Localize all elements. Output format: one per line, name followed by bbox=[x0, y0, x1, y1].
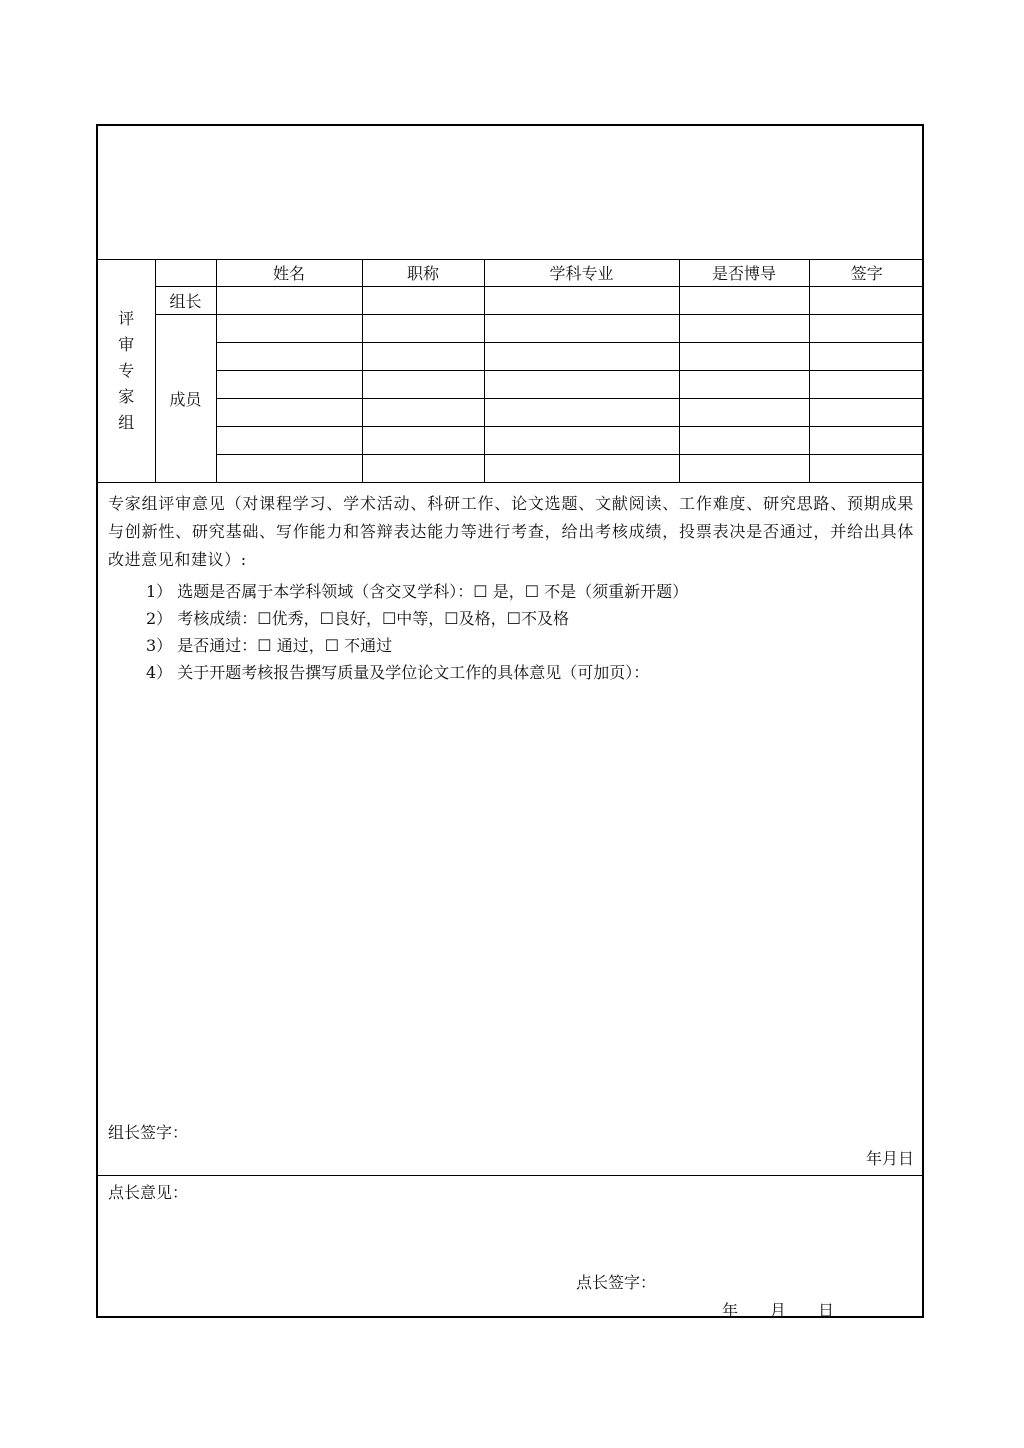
table-cell[interactable] bbox=[362, 287, 484, 315]
expert-opinion-section bbox=[98, 484, 922, 1176]
member-row bbox=[98, 343, 924, 371]
table-cell[interactable] bbox=[679, 427, 809, 455]
table-cell[interactable] bbox=[362, 343, 484, 371]
dean-opinion-section bbox=[98, 1176, 922, 1320]
member-row bbox=[98, 455, 924, 483]
table-cell[interactable] bbox=[679, 315, 809, 343]
table-cell[interactable] bbox=[809, 371, 924, 399]
table-cell[interactable] bbox=[362, 427, 484, 455]
table-cell[interactable] bbox=[809, 287, 924, 315]
column-header-phd-supervisor: 是否博导 bbox=[679, 259, 809, 287]
table-cell[interactable] bbox=[484, 371, 679, 399]
side-char: 专 bbox=[118, 360, 135, 380]
leader-date-label: 年月日 bbox=[865, 1149, 914, 1168]
table-cell[interactable] bbox=[216, 455, 362, 483]
leader-signature-label: 组长签字： bbox=[108, 1123, 189, 1142]
dean-opinion-label: 点长意见： bbox=[108, 1183, 189, 1202]
member-row bbox=[98, 371, 924, 399]
expert-panel-table bbox=[98, 259, 924, 483]
table-cell[interactable] bbox=[679, 287, 809, 315]
table-cell[interactable] bbox=[679, 399, 809, 427]
column-header-title: 职称 bbox=[362, 259, 484, 287]
side-char: 审 bbox=[118, 334, 135, 354]
table-cell[interactable] bbox=[216, 371, 362, 399]
side-char: 评 bbox=[118, 308, 135, 328]
table-cell[interactable] bbox=[809, 399, 924, 427]
table-cell[interactable] bbox=[679, 455, 809, 483]
dean-date-label: 年 月 日 bbox=[722, 1301, 835, 1320]
table-cell[interactable] bbox=[216, 287, 362, 315]
opinion-item-topic[interactable]: 1） 选题是否属于本学科领域（含交叉学科）：☐ 是，☐ 不是（须重新开题） bbox=[146, 582, 689, 601]
table-cell[interactable] bbox=[809, 455, 924, 483]
table-cell[interactable] bbox=[484, 427, 679, 455]
member-row bbox=[98, 315, 924, 343]
panel-side-label bbox=[98, 259, 155, 483]
table-cell[interactable] bbox=[362, 371, 484, 399]
form-frame bbox=[96, 124, 924, 1318]
column-header-signature: 签字 bbox=[809, 259, 924, 287]
column-header-discipline: 学科专业 bbox=[484, 259, 679, 287]
table-cell[interactable] bbox=[484, 455, 679, 483]
opinion-item-grade[interactable]: 2） 考核成绩：☐优秀，☐良好，☐中等，☐及格，☐不及格 bbox=[146, 609, 569, 628]
table-cell[interactable] bbox=[216, 399, 362, 427]
table-cell[interactable] bbox=[362, 399, 484, 427]
table-cell[interactable] bbox=[809, 427, 924, 455]
column-header-name: 姓名 bbox=[216, 259, 362, 287]
table-cell[interactable] bbox=[484, 399, 679, 427]
side-char: 组 bbox=[118, 412, 135, 432]
member-row bbox=[98, 399, 924, 427]
table-cell[interactable] bbox=[809, 343, 924, 371]
table-cell[interactable] bbox=[679, 343, 809, 371]
dean-signature-label: 点长签字： bbox=[576, 1273, 657, 1292]
table-cell[interactable] bbox=[484, 343, 679, 371]
opinion-intro: 专家组评审意见（对课程学习、学术活动、科研工作、论文选题、文献阅读、工作难度、研究思路、预期成果与创新性、研究基础、写作能力和答辩表达能力等进行考查，给出考核成绩，投票表决是否通过，并给出具体改进意见和建议）: bbox=[108, 494, 914, 569]
table-cell[interactable] bbox=[484, 315, 679, 343]
header-corner-cell bbox=[155, 259, 216, 287]
table-cell[interactable] bbox=[362, 455, 484, 483]
member-row bbox=[98, 427, 924, 455]
table-cell[interactable] bbox=[216, 343, 362, 371]
opinion-item-pass[interactable]: 3） 是否通过：☐ 通过，☐ 不通过 bbox=[146, 636, 393, 655]
table-cell[interactable] bbox=[216, 315, 362, 343]
opinion-item-comments: 4） 关于开题考核报告撰写质量及学位论文工作的具体意见（可加页）： bbox=[146, 663, 650, 682]
table-cell[interactable] bbox=[484, 287, 679, 315]
table-header-row bbox=[98, 259, 924, 287]
leader-row bbox=[98, 287, 924, 315]
blank-top-section bbox=[98, 126, 922, 260]
table-cell[interactable] bbox=[679, 371, 809, 399]
leader-label: 组长 bbox=[155, 287, 216, 315]
side-char: 家 bbox=[118, 386, 135, 406]
members-label: 成员 bbox=[155, 315, 216, 483]
table-cell[interactable] bbox=[216, 427, 362, 455]
table-cell[interactable] bbox=[362, 315, 484, 343]
table-cell[interactable] bbox=[809, 315, 924, 343]
